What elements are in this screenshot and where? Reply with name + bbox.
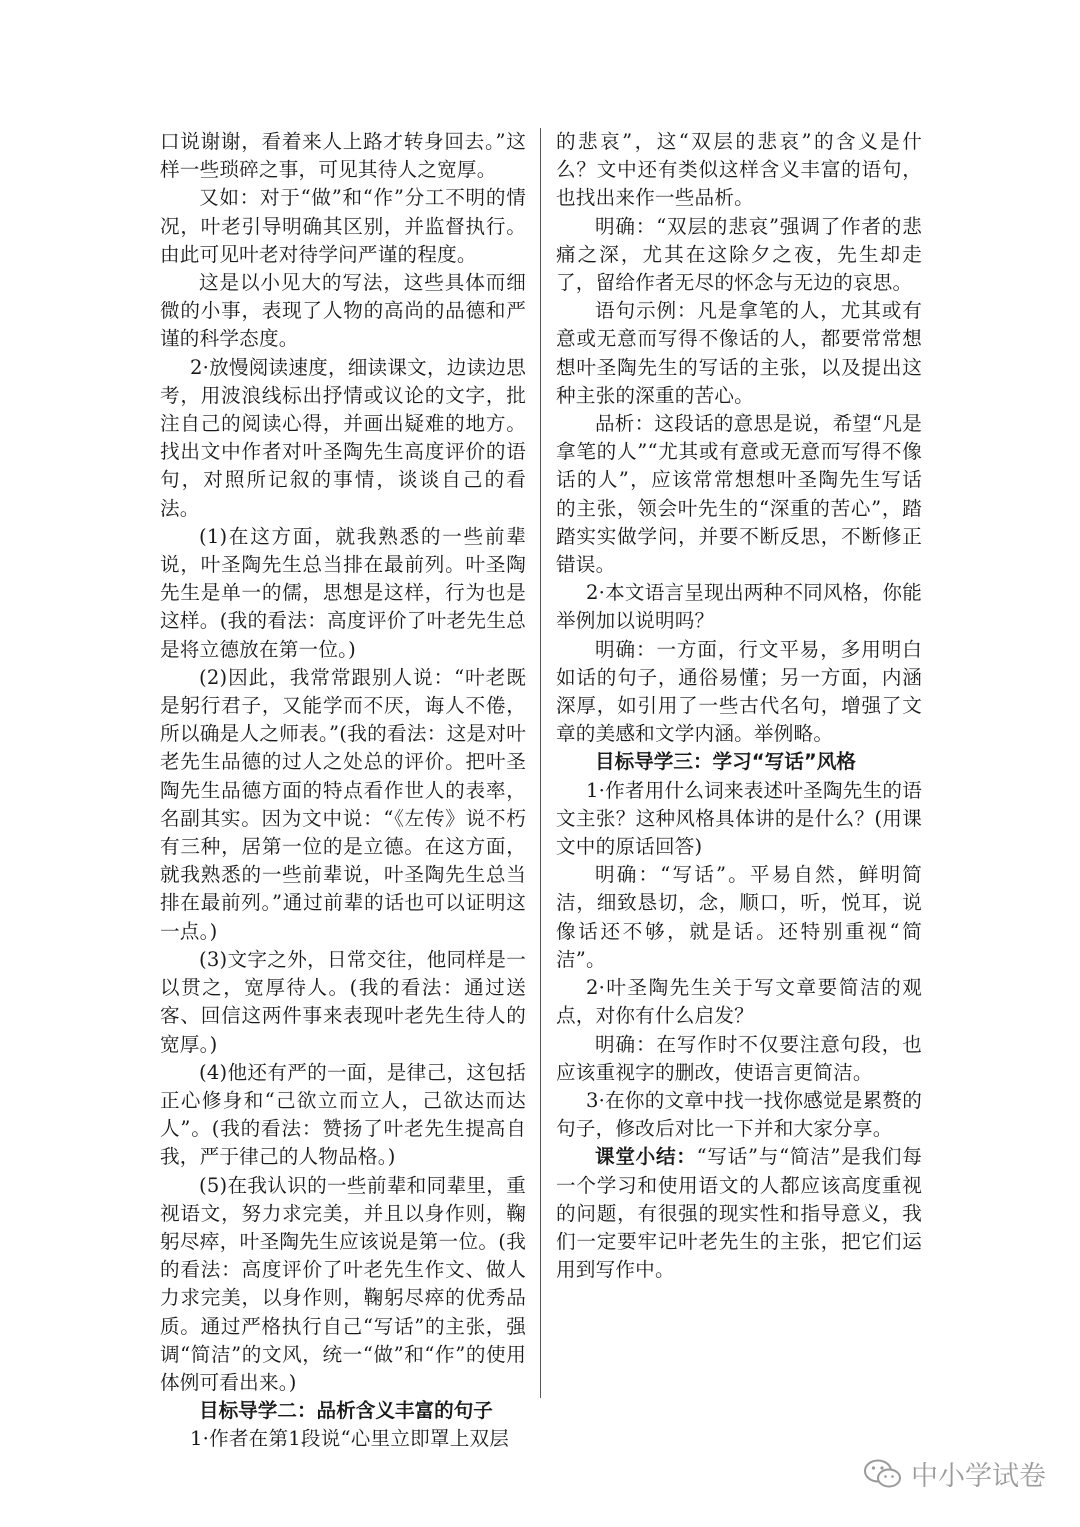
question-paragraph: 1·作者在第1段说“心里立即罩上双层 <box>190 1427 510 1451</box>
paragraph: 这是以小见大的写法，这些具体而细微的小事，表现了人物的高尚的品德和严谨的科学态度。 <box>160 271 526 351</box>
paragraph: 品析：这段话的意思是说，希望“凡是拿笔的人”“尤其或有意或无意而写得不像话的人”，应该常常想想叶圣陶先生写话的主张，领会叶先生的“深重的苦心”，踏踏实实做学问，并要不断反思，不断修正错误。 <box>556 412 922 577</box>
paragraph: 又如：对于“做”和“作”分工不明的情况，叶老引导明确其区别，并监督执行。由此可见叶老对待学问严谨的程度。 <box>160 186 526 266</box>
paragraph: 明确：在写作时不仅要注意句段，也应该重视字的删改，使语言更简洁。 <box>556 1032 922 1084</box>
section-heading: 目标导学二：品析含义丰富的句子 <box>199 1399 493 1423</box>
watermark-text: 中小学试卷 <box>911 1461 1046 1492</box>
paragraph: (3)文字之外，日常交往，他同样是一以贯之，宽厚待人。(我的看法：通过送客、回信这两件事来表现叶老先生待人的宽厚。) <box>160 947 526 1056</box>
question-paragraph: 2·放慢阅读速度，细读课文，边读边思考，用波浪线标出抒情或议论的文字，批注自己的阅读心得，并画出疑难的地方。找出文中作者对叶圣陶先生高度评价的语句，对照所记叙的事情，谈谈自己的看法。 <box>160 355 526 520</box>
paragraph: (2)因此，我常常跟别人说：“叶老既是躬行君子，又能学而不厌，诲人不倦，所以确是人之师表。”(我的看法：这是对叶老先生品德的过人之处总的评价。把叶圣陶先生品德方面的特点看作世人的表率，名副其实。因为文中说：“《左传》说不朽有三种，居第一位的是立德。在这方面，就我熟悉的一些前辈说，叶圣陶先生总当排在最前列。”通过前辈的话也可以证明这一点。) <box>160 665 526 943</box>
paragraph: 明确：一方面，行文平易，多用明白如话的句子，通俗易懂；另一方面，内涵深厚，如引用了一些古代名句，增强了文章的美感和文学内涵。举例略。 <box>556 637 922 746</box>
paragraph: 语句示例：凡是拿笔的人，尤其或有意或无意而写得不像话的人，都要常常想想叶圣陶先生的写话的主张，以及提出这种主张的深重的苦心。 <box>556 299 922 407</box>
paragraph: 明确：“双层的悲哀”强调了作者的悲痛之深，尤其在这除夕之夜，先生却走了，留给作者无尽的怀念与无边的哀思。 <box>556 214 922 295</box>
paragraph: (5)在我认识的一些前辈和同辈里，重视语文，努力求完美，并且以身作则，鞠躬尽瘁，叶圣陶先生应该说是第一位。(我的看法：高度评价了叶老先生作文、做人力求完美，以身作则，鞠躬尽瘁的优秀品质。通过严格执行自己“写话”的主张，强调“简洁”的文风，统一“做”和“作”的使用体例可看出来。) <box>160 1173 526 1394</box>
column-divider <box>540 128 541 1398</box>
summary-paragraph <box>556 1143 922 1284</box>
question-paragraph: 2·叶圣陶先生关于写文章要简洁的观点，对你有什么启发？ <box>556 976 922 1028</box>
question-paragraph: 2·本文语言呈现出两种不同风格，你能举例加以说明吗？ <box>556 581 922 633</box>
paragraph: 口说谢谢，看着来人上路才转身回去。”这样一些琐碎之事，可见其待人之宽厚。 <box>160 130 526 182</box>
paragraph: (1)在这方面，就我熟悉的一些前辈说，叶圣陶先生总当排在最前列。叶圣陶先生是单一的儒，思想是这样，行为也是这样。(我的看法：高度评价了叶老先生总是将立德放在第一位。) <box>160 524 526 661</box>
section-heading: 目标导学三：学习“写话”风格 <box>595 750 856 774</box>
paragraph: (4)他还有严的一面，是律己，这包括正心修身和“己欲立而立人，己欲达而达人”。(我的看法：赞扬了叶老先生提高自我，严于律己的人物品格。) <box>160 1060 526 1169</box>
left-column <box>160 128 526 1454</box>
right-column <box>556 128 922 1284</box>
question-paragraph: 3·在你的文章中找一找你感觉是累赘的句子，修改后对比一下并和大家分享。 <box>556 1088 922 1141</box>
question-paragraph: 1·作者用什么词来表述叶圣陶先生的语文主张？这种风格具体讲的是什么？(用课文中的原话回答) <box>556 778 922 859</box>
wechat-icon <box>863 1458 903 1490</box>
watermark <box>863 1454 1046 1493</box>
paragraph: 的悲哀”，这“双层的悲哀”的含义是什么？文中还有类似这样含义丰富的语句，也找出来作一些品析。 <box>556 130 922 210</box>
summary-text: “写话”与“简洁”是我们每一个学习和使用语文的人都应该高度重视的问题，有很强的现实性和指导意义，我们一定要牢记叶老先生的主张，把它们运用到写作中。 <box>556 1145 923 1282</box>
paragraph: 明确：“写话”。平易自然，鲜明简洁，细致恳切，念，顺口，听，悦耳，说像话还不够，就是话。还特别重视“简洁”。 <box>556 863 922 971</box>
summary-label: 课堂小结： <box>595 1145 697 1169</box>
